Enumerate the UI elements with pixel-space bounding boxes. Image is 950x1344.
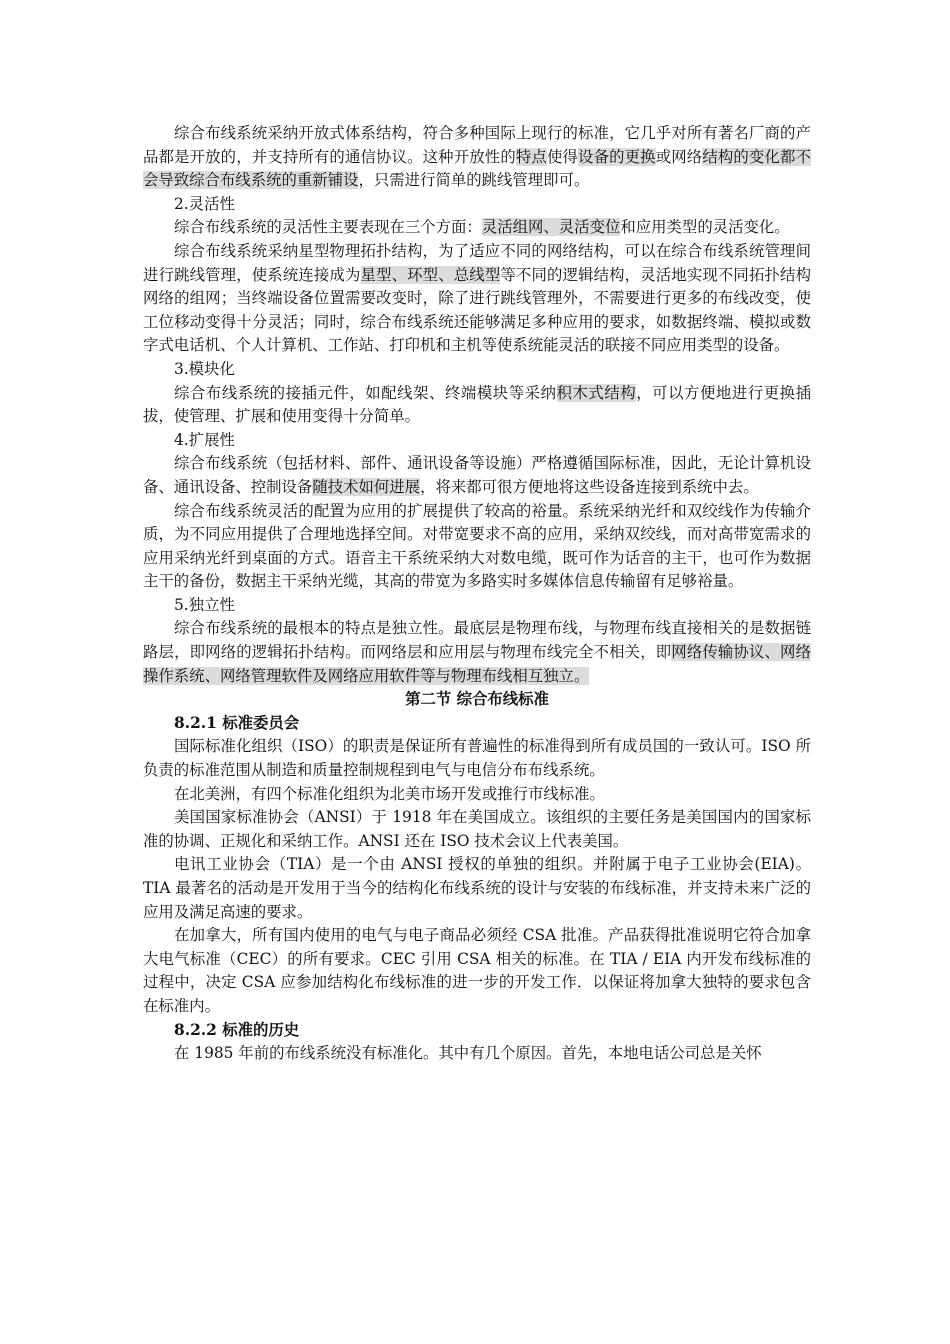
text-run: 在 1985 年前的布线系统没有标准化。其中有几个原因。首先，本地电话公司总是关怀 [174, 1044, 762, 1063]
chapter-title [143, 688, 811, 712]
text-run: 综合布线系统采纳星型物理拓扑结构，为了适应不同的网络结构，可以在综合布线系统管理间进行跳线管理，使系统连接成为 [143, 241, 811, 284]
paragraph [143, 122, 811, 193]
text-run: 在北美洲，有四个标准化组织为北美市场开发或推行市线标准。 [174, 784, 605, 803]
paragraph [143, 216, 811, 240]
text-run: 在加拿大，所有国内使用的电气与电子商品必须经 CSA 批准。产品获得批准说明它符合加拿大电气标准（CEC）的所有要求。CEC 引用 CSA 相关的标准。在 TIA / EIA 内开发布线标准的过程中，决定 CSA 应参加结构化布线标准的进一步的开发工作．以保证将加拿大独特的要求包含在标准内。 [143, 926, 811, 1015]
text-run: 综合布线系统（包括材料、部件、通讯设备等设施）严格遵循国际标准，因此，无论计算机设备、通讯设备、控制设备 [143, 454, 811, 496]
text-run: 综合布线系统的接插元件，如配线架、终端模块等采纳 [174, 383, 557, 402]
text-run: ，可以方便地进行更换插拔，使管理、扩展和使用变得十分简单。 [143, 383, 811, 426]
text-run: 和应用类型的灵活变化。 [620, 218, 790, 237]
section-heading [143, 429, 811, 453]
highlighted-text: 星型、环型、总线型 [360, 265, 501, 284]
highlighted-text: 网络传输协议、网络操作系统、网络管理软件及网络应用软件等与物理布线相互独立。 [143, 643, 811, 685]
text-run: 综合布线系统的灵活性主要表现在三个方面： [174, 218, 482, 237]
text-run: 8.2.2 标准的历史 [174, 1020, 300, 1039]
highlighted-text: 设备的更换 [578, 147, 656, 166]
text-run: 4.扩展性 [174, 430, 235, 449]
text-run: 综合布线系统的最根本的特点是独立性。最底层是物理布线，与物理布线直接相关的是数据链路层，即网络的逻辑拓扑结构。而网络层和应用层与物理布线完全不相关，即 [143, 619, 811, 662]
text-run: 5.独立性 [174, 595, 235, 614]
text-run: 或网络 [655, 147, 703, 166]
paragraph [143, 500, 811, 594]
subsection-heading [143, 1019, 811, 1043]
text-run: 第二节 综合布线标准 [405, 690, 549, 709]
paragraph [143, 382, 811, 429]
paragraph [143, 452, 811, 499]
text-run: 国际标准化组织（ISO）的职责是保证所有普遍性的标准得到所有成员国的一致认可。ISO 所负责的标准范围从制造和质量控制规程到电气与电信分布布线系统。 [143, 737, 811, 780]
section-heading [143, 358, 811, 382]
paragraph [143, 783, 811, 807]
paragraph [143, 240, 811, 358]
document-body [143, 122, 811, 1066]
text-run: 综合布线系统采纳开放式体系结构，符合多种国际上现行的标准，它几乎对所有著名厂商的产品都是开放的，并支持所有的通信协议。这种开放性的 [143, 124, 811, 166]
text-run: 使得 [546, 147, 579, 166]
text-run: ，将来都可很方便地将这些设备连接到系统中去。 [420, 477, 759, 496]
paragraph [143, 806, 811, 853]
section-heading [143, 193, 811, 217]
highlighted-text: 灵活组网、灵活变位 [481, 218, 621, 237]
text-run: 综合布线系统灵活的配置为应用的扩展提供了较高的裕量。系统采纳光纤和双绞线作为传输介质，为不同应用提供了合理地选择空间。对带宽要求不高的应用，采纳双绞线，而对高带宽需求的应用采纳光纤到桌面的方式。语音主干系统采纳大对数电缆，既可作为话音的主干，也可作为数据主干的备份，数据主干采纳光缆，其高的带宽为多路实时多媒体信息传输留有足够裕量。 [143, 501, 811, 591]
text-run: ，只需进行简单的跳线管理即可。 [358, 171, 590, 190]
subsection-heading [143, 712, 811, 736]
highlighted-text: 随技术如何进展 [312, 477, 421, 496]
text-run: 美国国家标准协会（ANSI）于 1918 年在美国成立。该组织的主要任务是美国国内的国家标准的协调、正规化和采纳工作。ANSI 还在 ISO 技术会议上代表美国。 [143, 808, 811, 850]
text-run: 3.模块化 [174, 359, 235, 378]
highlighted-text: 特点 [515, 147, 547, 166]
highlighted-text: 积木式结构 [556, 383, 637, 402]
section-heading [143, 594, 811, 618]
paragraph [143, 924, 811, 1018]
highlighted-text: 结构的变化都不会导致综合布线系统的重新铺设 [143, 147, 811, 190]
paragraph [143, 617, 811, 688]
text-run: 电讯工业协会（TIA）是一个由 ANSI 授权的单独的组织。并附属于电子工业协会(EIA)。TIA 最著名的活动是开发用于当今的结构化布线系统的设计与安装的布线标准，并支持未来广泛的应用及满足高速的要求。 [143, 855, 811, 921]
text-run: 8.2.1 标准委员会 [174, 713, 300, 732]
paragraph [143, 853, 811, 924]
paragraph [143, 735, 811, 782]
text-run: 2.灵活性 [174, 194, 235, 213]
text-run: 等不同的逻辑结构，灵活地实现不同拓扑结构网络的组网；当终端设备位置需要改变时，除了进行跳线管理外，不需要进行更多的布线改变，使工位移动变得十分灵活；同时，综合布线系统还能够满足多种应用的要求，如数据终端、模拟或数字式电话机、个人计算机、工作站、打印机和主机等使系统能灵活的联接不同应用类型的设备。 [143, 265, 811, 355]
paragraph [143, 1042, 811, 1066]
